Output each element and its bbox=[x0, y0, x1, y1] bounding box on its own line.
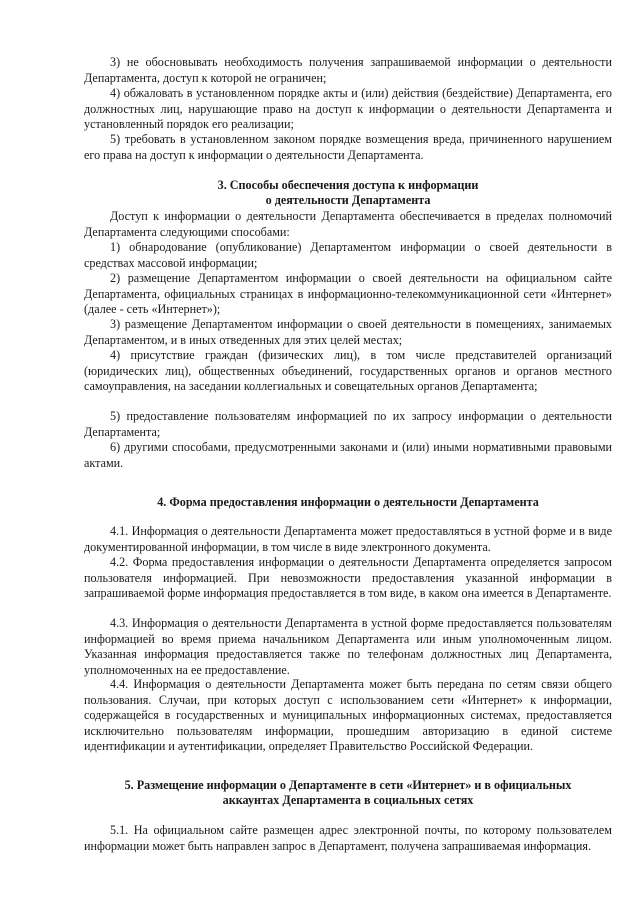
section-4-title: 4. Форма предоставления информации о деятельности Департамента bbox=[157, 495, 539, 509]
section-3-item-5: 5) предоставление пользователям информацией по их запросу информации о деятельности Департамента; bbox=[84, 409, 612, 439]
intro-item-3: 3) не обосновывать необходимость получения запрашиваемой информации о деятельности Департамента, доступ к которой не ограничен; bbox=[84, 55, 612, 85]
section-4-item-4: 4.4. Информация о деятельности Департамента может быть передана по сетям связи общего пользования. Случаи, при которых доступ с использованием сети «Интернет» к информации, содержащейся в государственных и муниципальных информационных системах, предоставляется исключительно пользователям информации, прошедшим авторизацию в единой системе идентификации и аутентификации, определяет Правительство Российской Федерации. bbox=[84, 677, 612, 753]
section-3-item-4: 4) присутствие граждан (физических лиц), в том числе представителей организаций (юридических лиц), общественных объединений, государственных органов и органов местного самоуправления, на заседании коллегиальных и совещательных органов Департамента; bbox=[84, 348, 612, 393]
section-3-title-line-1: 3. Способы обеспечения доступа к информации bbox=[217, 178, 479, 192]
section-3-item-3: 3) размещение Департаментом информации о своей деятельности в помещениях, занимаемых Департаментом, и в иных отведенных для этих целей местах; bbox=[84, 317, 612, 347]
intro-item-5: 5) требовать в установленном законом порядке возмещения вреда, причиненного нарушением его права на доступ к информации о деятельности Департамента. bbox=[84, 132, 612, 162]
section-5-title-line-2: аккаунтах Департамента в социальных сетях bbox=[222, 793, 474, 807]
section-3-title-line-2: о деятельности Департамента bbox=[265, 193, 431, 207]
section-3-item-2: 2) размещение Департаментом информации о своей деятельности на официальном сайте Департамента, официальных страницах в информационно-телекоммуникационной сети «Интернет» (далее - сеть «Интернет»); bbox=[84, 271, 612, 316]
section-5-item-1: 5.1. На официальном сайте размещен адрес электронной почты, по которому пользователем информации может быть направлен запрос в Департамент, получена запрашиваемая информация. bbox=[84, 823, 612, 853]
section-4-item-3: 4.3. Информация о деятельности Департамента в устной форме предоставляется пользователям информацией во время приема начальником Департамента или иным уполномоченным лицом. Указанная информация предоставляется также по телефонам должностных лиц Департамента, уполномоченных на ее предоставление. bbox=[84, 616, 612, 677]
section-3-item-1: 1) обнародование (опубликование) Департаментом информации о своей деятельности в средствах массовой информации; bbox=[84, 240, 612, 270]
section-4-item-1: 4.1. Информация о деятельности Департамента может предоставляться в устной форме и в виде документированной информации, в том числе в виде электронного документа. bbox=[84, 524, 612, 554]
section-5-title-line-1: 5. Размещение информации о Департаменте в сети «Интернет» и в официальных bbox=[124, 778, 572, 792]
intro-item-4: 4) обжаловать в установленном порядке акты и (или) действия (бездействие) Департамента, его должностных лиц, нарушающие право на доступ к информации о деятельности Департамента и установленный порядок его реализации; bbox=[84, 86, 612, 131]
section-4-item-2: 4.2. Форма предоставления информации о деятельности Департамента определяется запросом пользователя информацией. При невозможности предоставления указанной информации в запрашиваемой форме информация предоставляется в том виде, в каком она имеется в Департаменте. bbox=[84, 555, 612, 600]
section-3-item-6: 6) другими способами, предусмотренными законами и (или) иными нормативными правовыми актами. bbox=[84, 440, 612, 470]
section-3-intro: Доступ к информации о деятельности Департамента обеспечивается в пределах полномочий Департамента следующими способами: bbox=[84, 209, 612, 239]
